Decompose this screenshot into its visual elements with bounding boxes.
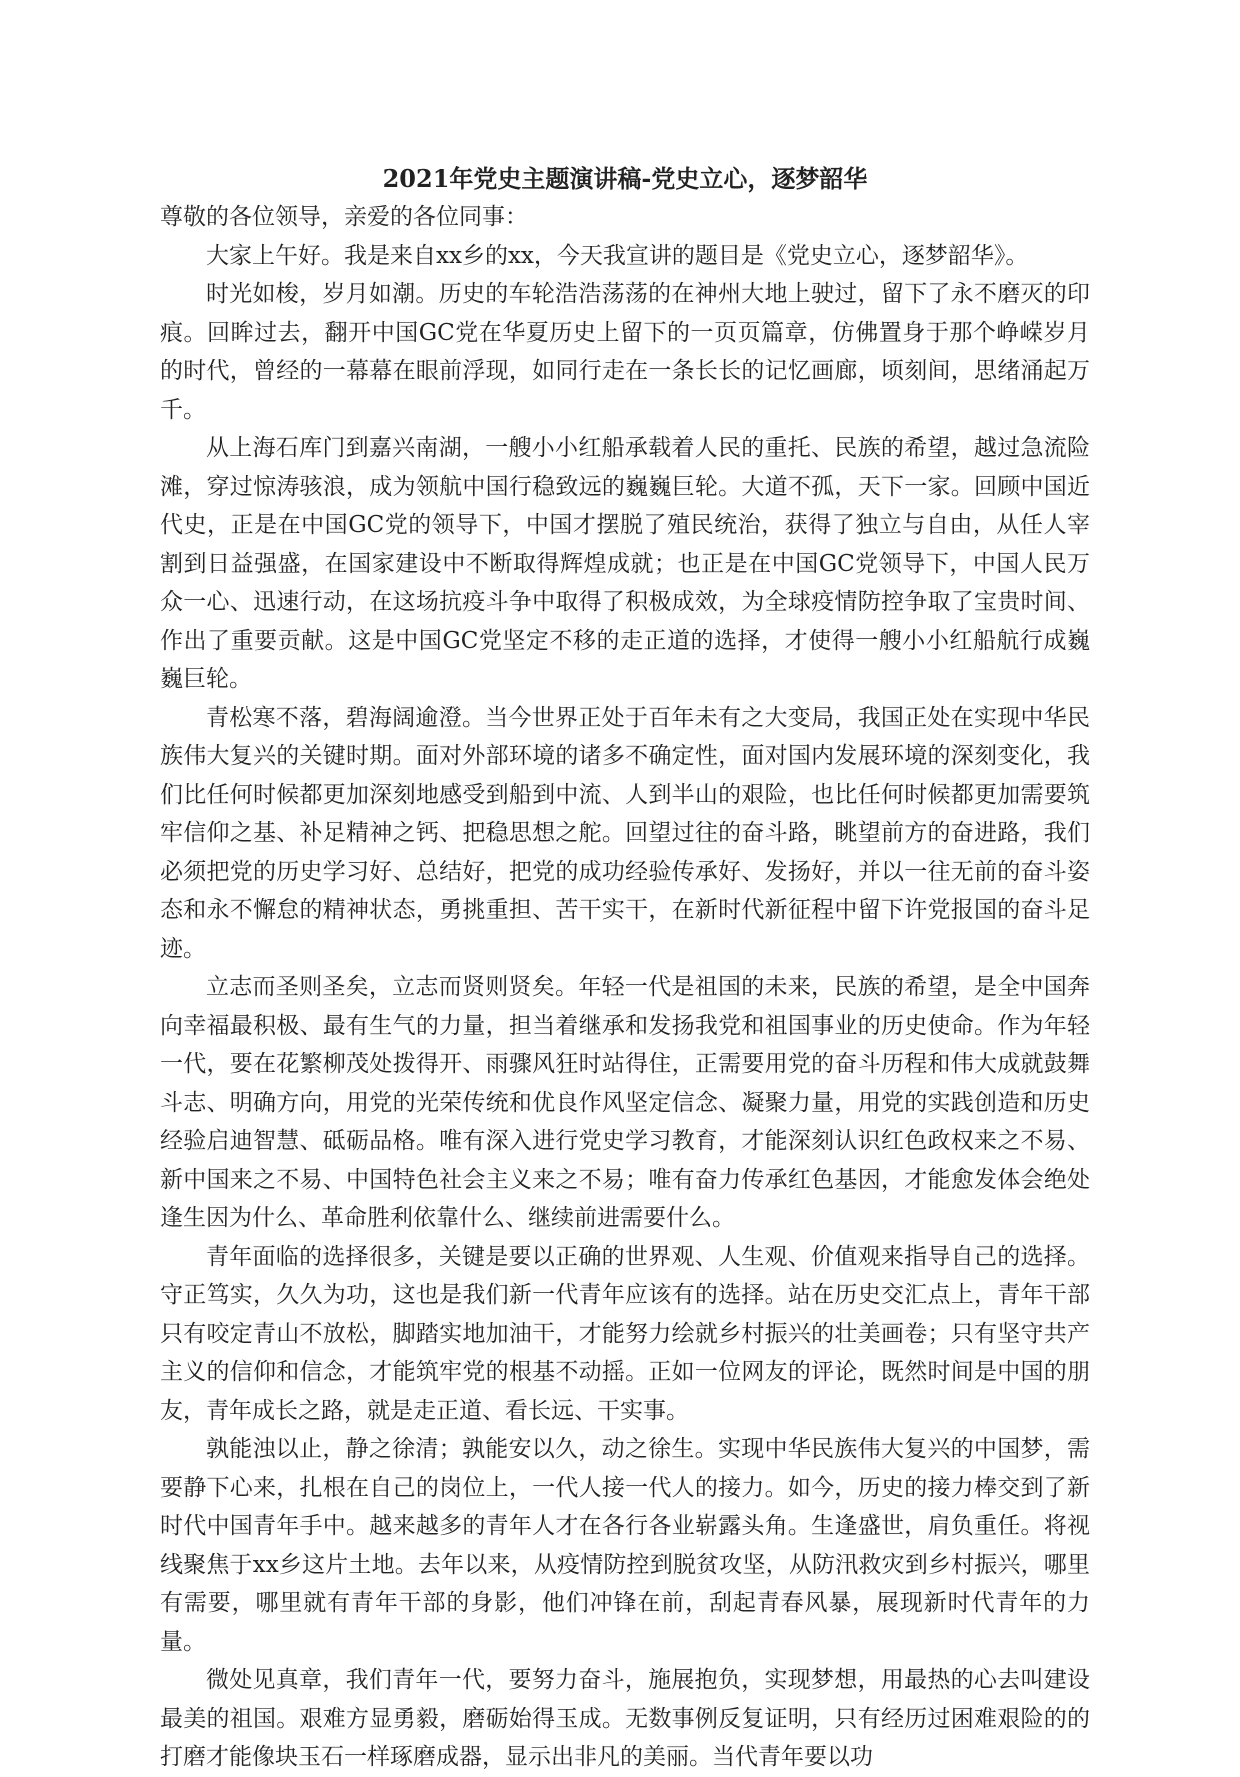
document-body (160, 160, 1090, 1777)
paragraph-7: 孰能浊以止，静之徐清；孰能安以久，动之徐生。实现中华民族伟大复兴的中国梦，需要静下心来，扎根在自己的岗位上，一代人接一代人的接力。如今，历史的接力棒交到了新时代中国青年手中。越来越多的青年人才在各行各业崭露头角。生逢盛世，肩负重任。将视线聚焦于xx乡这片土地。去年以来，从疫情防控到脱贫攻坚，从防汛救灾到乡村振兴，哪里有需要，哪里就有青年干部的身影，他们冲锋在前，刮起青春风暴，展现新时代青年的力量。 (160, 1436, 1090, 1655)
paragraph-1: 大家上午好。我是来自xx乡的xx，今天我宣讲的题目是《党史立心，逐梦韶华》。 (206, 242, 1029, 269)
paragraph-3: 从上海石库门到嘉兴南湖，一艘小小红船承载着人民的重托、民族的希望，越过急流险滩，穿过惊涛骇浪，成为领航中国行稳致远的巍巍巨轮。大道不孤，天下一家。回顾中国近代史，正是在中国GC党的领导下，中国才摆脱了殖民统治，获得了独立与自由，从任人宰割到日益强盛，在国家建设中不断取得辉煌成就；也正是在中国GC党领导下，中国人民万众一心、迅速行动，在这场抗疫斗争中取得了积极成效，为全球疫情防控争取了宝贵时间、作出了重要贡献。这是中国GC党坚定不移的走正道的选择，才使得一艘小小红船航行成巍巍巨轮。 (160, 435, 1090, 692)
paragraph-8: 微处见真章，我们青年一代，要努力奋斗，施展抱负，实现梦想，用最热的心去叫建设最美的祖国。艰难方显勇毅，磨砺始得玉成。无数事例反复证明，只有经历过困难艰险的的打磨才能像块玉石一样琢磨成器，显示出非凡的美丽。当代青年要以功 (160, 1667, 1090, 1770)
paragraph-4: 青松寒不落，碧海阔逾澄。当今世界正处于百年未有之大变局，我国正处在实现中华民族伟大复兴的关键时期。面对外部环境的诸多不确定性，面对国内发展环境的深刻变化，我们比任何时候都更加深刻地感受到船到中流、人到半山的艰险，也比任何时候都更加需要筑牢信仰之基、补足精神之钙、把稳思想之舵。回望过往的奋斗路，眺望前方的奋进路，我们必须把党的历史学习好、总结好，把党的成功经验传承好、发扬好，并以一往无前的奋斗姿态和永不懈怠的精神状态，勇挑重担、苦干实干，在新时代新征程中留下许党报国的奋斗足迹。 (160, 704, 1090, 962)
paragraph-2: 时光如梭，岁月如潮。历史的车轮浩浩荡荡的在神州大地上驶过，留下了永不磨灭的印痕。回眸过去，翻开中国GC党在华夏历史上留下的一页页篇章，仿佛置身于那个峥嵘岁月的时代，曾经的一幕幕在眼前浮现，如同行走在一条长长的记忆画廊，顷刻间，思绪涌起万千。 (160, 281, 1090, 423)
salutation: 尊敬的各位领导，亲爱的各位同事： (160, 204, 528, 230)
paragraph-5: 立志而圣则圣矣，立志而贤则贤矣。年轻一代是祖国的未来，民族的希望，是全中国奔向幸福最积极、最有生气的力量，担当着继承和发扬我党和祖国事业的历史使命。作为年轻一代，要在花繁柳茂处拨得开、雨骤风狂时站得住，正需要用党的奋斗历程和伟大成就鼓舞斗志、明确方向，用党的光荣传统和优良作风坚定信念、凝聚力量，用党的实践创造和历史经验启迪智慧、砥砺品格。唯有深入进行党史学习教育，才能深刻认识红色政权来之不易、新中国来之不易、中国特色社会主义来之不易；唯有奋力传承红色基因，才能愈发体会绝处逢生因为什么、革命胜利依靠什么、继续前进需要什么。 (160, 974, 1090, 1231)
paragraph-6: 青年面临的选择很多，关键是要以正确的世界观、人生观、价值观来指导自己的选择。守正笃实，久久为功，这也是我们新一代青年应该有的选择。站在历史交汇点上，青年干部只有咬定青山不放松，脚踏实地加油干，才能努力绘就乡村振兴的壮美画卷；只有坚守共产主义的信仰和信念，才能筑牢党的根基不动摇。正如一位网友的评论，既然时间是中国的朋友，青年成长之路，就是走正道、看长远、干实事。 (160, 1243, 1090, 1424)
document-title: 2021年党史主题演讲稿-党史立心，逐梦韶华 (382, 164, 868, 193)
